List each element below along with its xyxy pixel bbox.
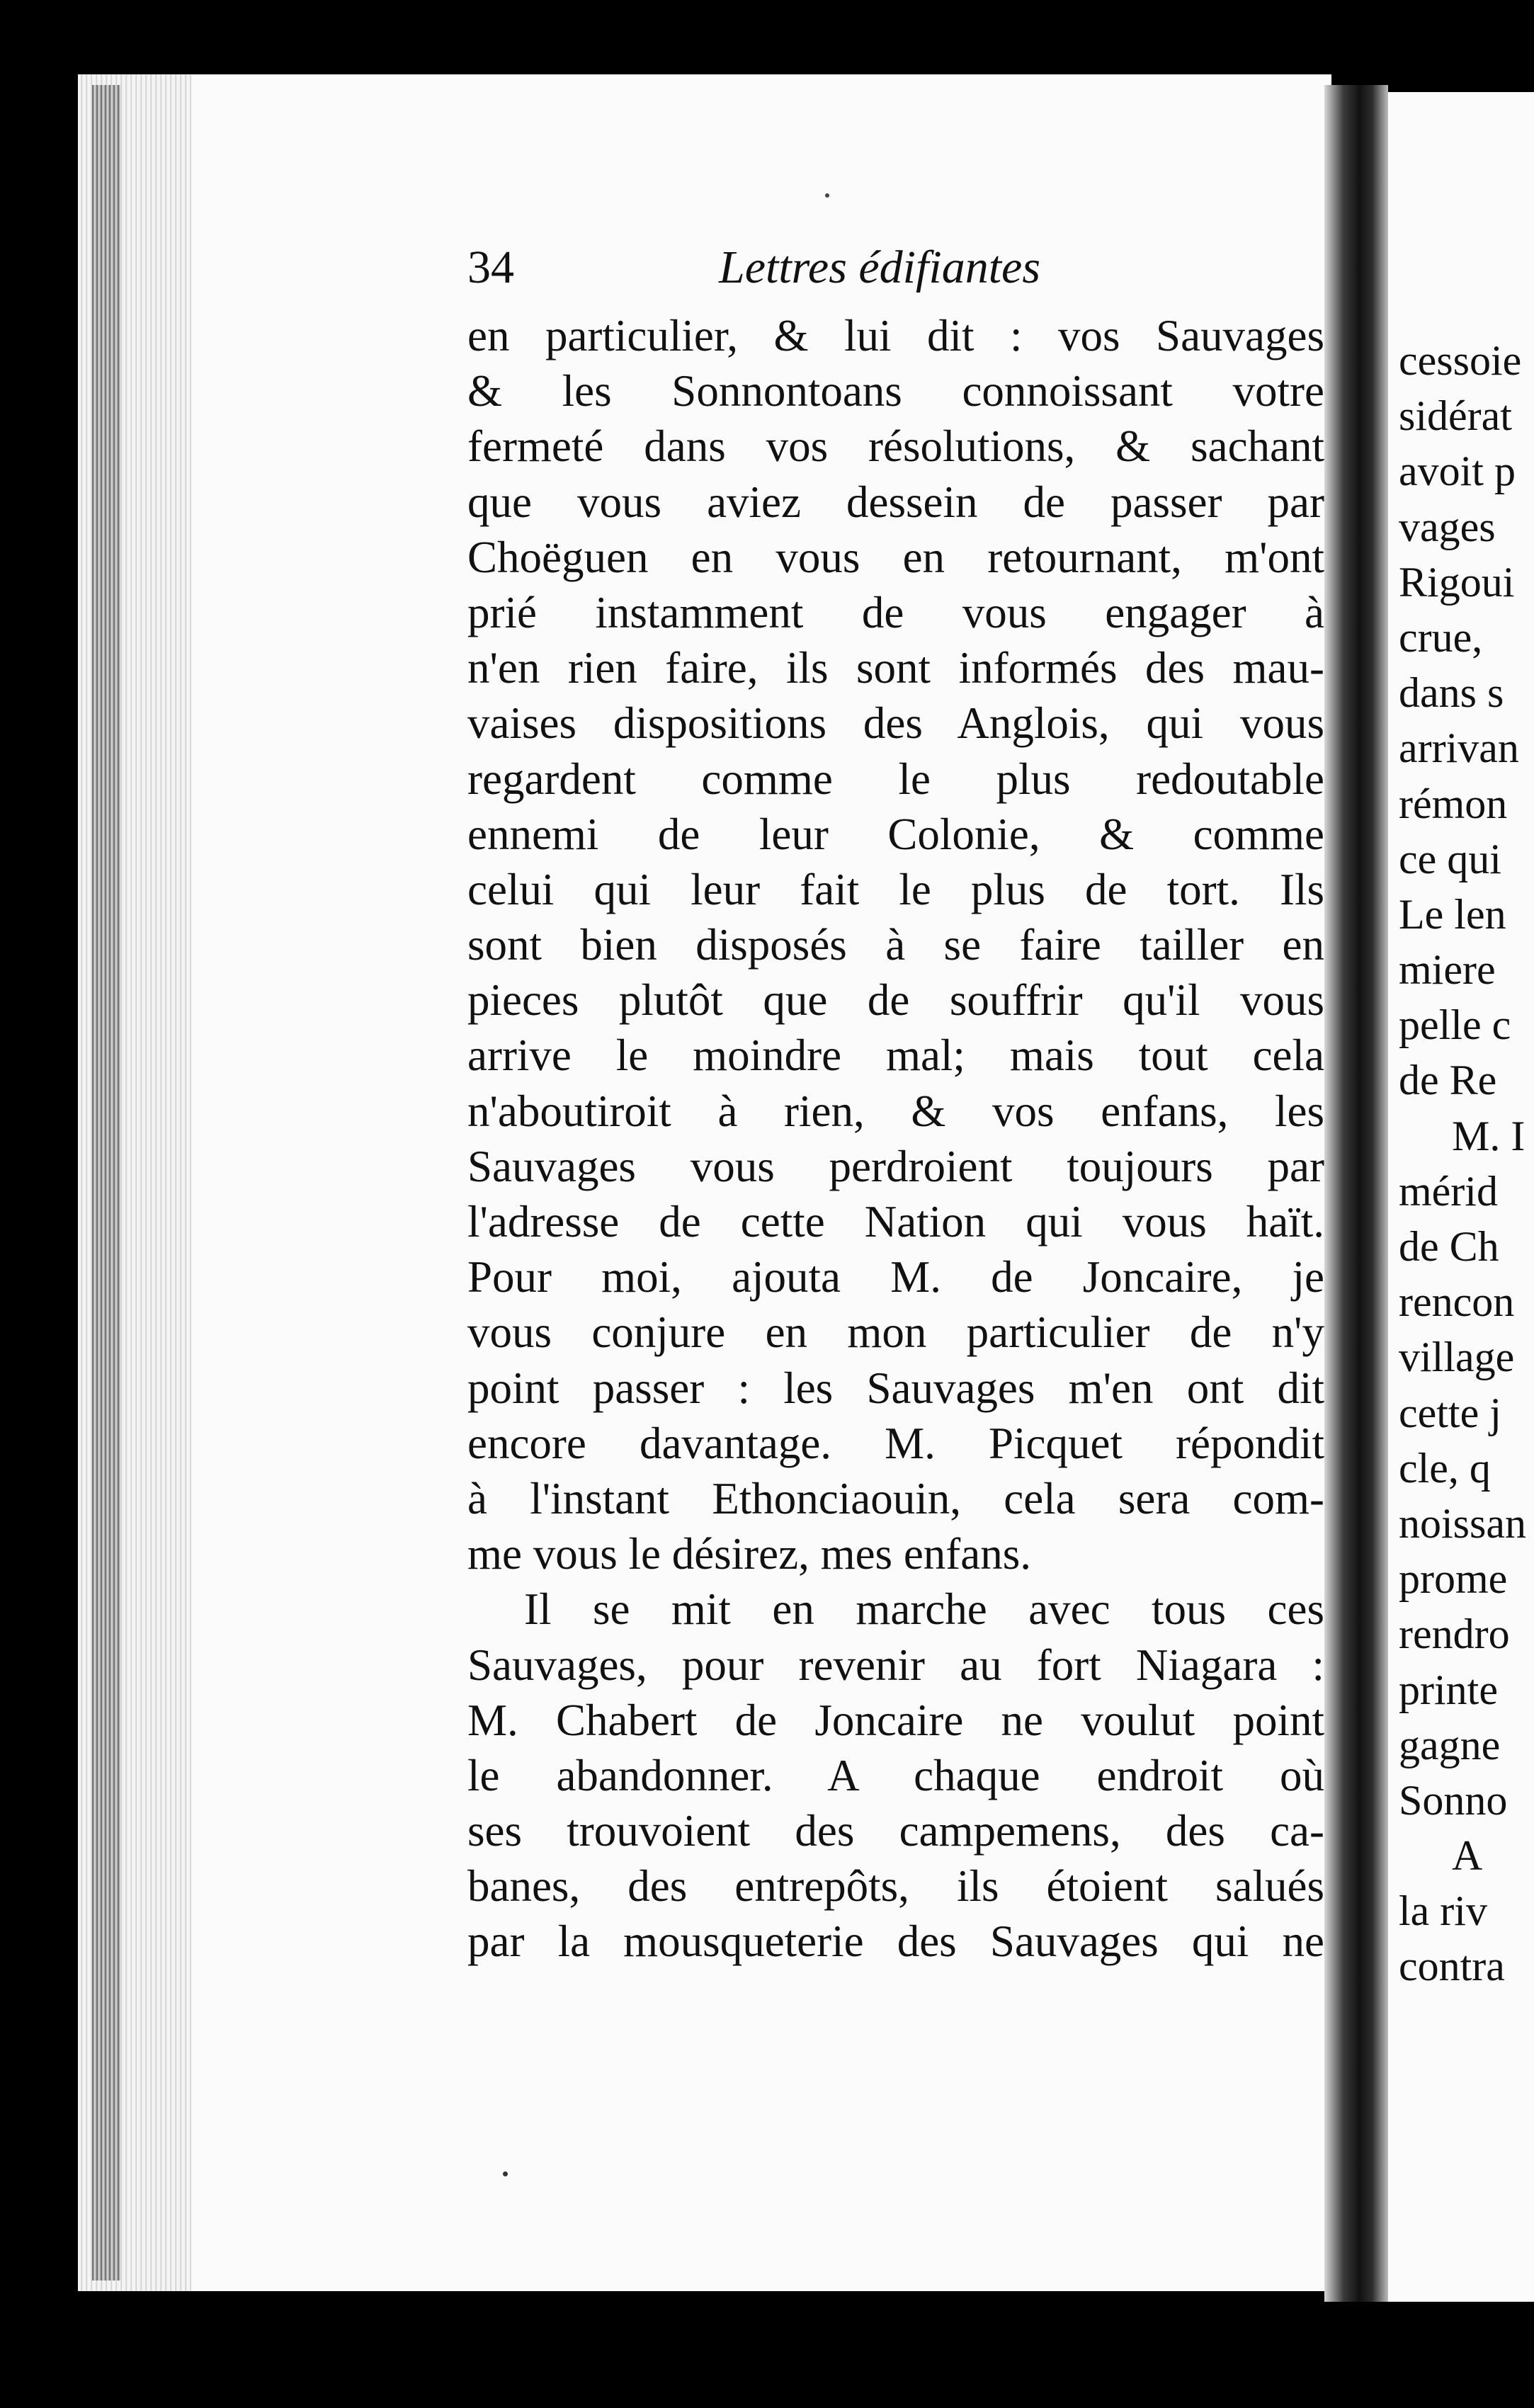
text-line: le abandonner. A chaque endroit où	[467, 1750, 1324, 1800]
text-line: arrive le moindre mal; mais tout cela	[467, 1030, 1324, 1081]
left-page-text	[467, 308, 1324, 1970]
text-line: vaises dispositions des Anglois, qui vous	[467, 698, 1324, 749]
paragraph-start-line: M. I	[1452, 1112, 1526, 1159]
text-line: prié instamment de vous engager à	[467, 587, 1324, 637]
text-line: n'aboutiroit à rien, & vos enfans, les	[467, 1086, 1324, 1136]
text-line: rémon	[1399, 780, 1508, 827]
text-line: sidérat	[1399, 392, 1512, 440]
text-line: de Ch	[1399, 1223, 1499, 1270]
text-line: Pour moi, ajouta M. de Joncaire, je	[467, 1252, 1324, 1302]
text-line: banes, des entrepôts, ils étoient salués	[467, 1861, 1324, 1912]
text-line: crue,	[1399, 613, 1483, 661]
text-line: point passer : les Sauvages m'en ont dit	[467, 1363, 1324, 1413]
text-line: sont bien disposés à se faire tailler en	[467, 920, 1324, 970]
text-line: miere	[1399, 946, 1496, 994]
ink-speck	[503, 2171, 508, 2176]
text-line: vages	[1399, 503, 1496, 550]
text-line: pelle c	[1399, 1001, 1511, 1049]
text-line: printe	[1399, 1666, 1498, 1713]
text-line: regardent comme le plus redoutable	[467, 754, 1324, 804]
paragraph-start-line: Il se mit en marche avec tous ces	[524, 1584, 1324, 1635]
text-line: avoit p	[1399, 448, 1516, 495]
text-line: arrivan	[1399, 725, 1519, 772]
page-number: 34	[467, 242, 514, 293]
text-line: cette j	[1399, 1389, 1501, 1436]
text-line: ce qui	[1399, 835, 1501, 882]
text-line: celui qui leur fait le plus de tort. Ils	[467, 864, 1324, 914]
text-line: noissan	[1399, 1499, 1526, 1547]
text-line: en particulier, & lui dit : vos Sauvages	[467, 311, 1324, 360]
paragraph-start-line: A	[1452, 1832, 1483, 1880]
text-line: M. Chabert de Joncaire ne voulut point	[467, 1695, 1324, 1745]
text-line: pieces plutôt que de souffrir qu'il vous	[467, 975, 1324, 1026]
text-line: rendro	[1399, 1611, 1510, 1658]
text-line: Sauvages vous perdroient toujours par	[467, 1141, 1324, 1191]
page-fore-edge	[92, 85, 120, 2281]
text-line: prome	[1399, 1555, 1508, 1603]
text-line: ennemi de leur Colonie, & comme	[467, 809, 1324, 859]
text-line: Rigoui	[1399, 558, 1515, 606]
text-line: & les Sonnontoans connoissant votre	[467, 366, 1324, 416]
book-gutter	[1324, 85, 1388, 2302]
text-line: par la mousqueterie des Sauvages qui ne	[467, 1916, 1324, 1967]
text-line: Sonno	[1399, 1776, 1508, 1824]
ink-speck	[825, 193, 829, 198]
text-line: n'en rien faire, ils sont informés des mau-	[467, 643, 1324, 693]
text-line: dans s	[1399, 669, 1504, 717]
text-line: Choëguen en vous en retournant, m'ont	[467, 532, 1324, 582]
text-line: ses trouvoient des campemens, des ca-	[467, 1806, 1324, 1856]
text-line: l'adresse de cette Nation qui vous haït.	[467, 1197, 1324, 1246]
text-line: mérid	[1399, 1167, 1498, 1215]
text-line: encore davantage. M. Picquet répondit	[467, 1418, 1324, 1468]
text-line: la riv	[1399, 1887, 1487, 1935]
text-line: fermeté dans vos résolutions, & sachant	[467, 421, 1324, 472]
text-line: de Re	[1399, 1057, 1497, 1104]
text-line: gagne	[1399, 1721, 1501, 1768]
text-line: me vous le désirez, mes enfans.	[467, 1529, 1031, 1579]
text-line: contra	[1399, 1943, 1505, 1990]
text-line: que vous aviez dessein de passer par	[467, 477, 1324, 527]
text-line: Le len	[1399, 890, 1506, 938]
text-line: Sauvages, pour revenir au fort Niagara :	[467, 1640, 1324, 1690]
running-title: Lettres édifiantes	[719, 242, 1041, 293]
text-line: cessoie	[1399, 337, 1522, 384]
text-line: rencon	[1399, 1278, 1515, 1326]
text-line: cle, q	[1399, 1444, 1491, 1492]
page-header	[467, 241, 1324, 305]
text-line: vous conjure en mon particulier de n'y	[467, 1307, 1324, 1358]
text-line: village	[1399, 1334, 1515, 1381]
right-page-text-fragment	[1399, 333, 1534, 1994]
text-line: à l'instant Ethonciaouin, cela sera com-	[467, 1473, 1324, 1523]
